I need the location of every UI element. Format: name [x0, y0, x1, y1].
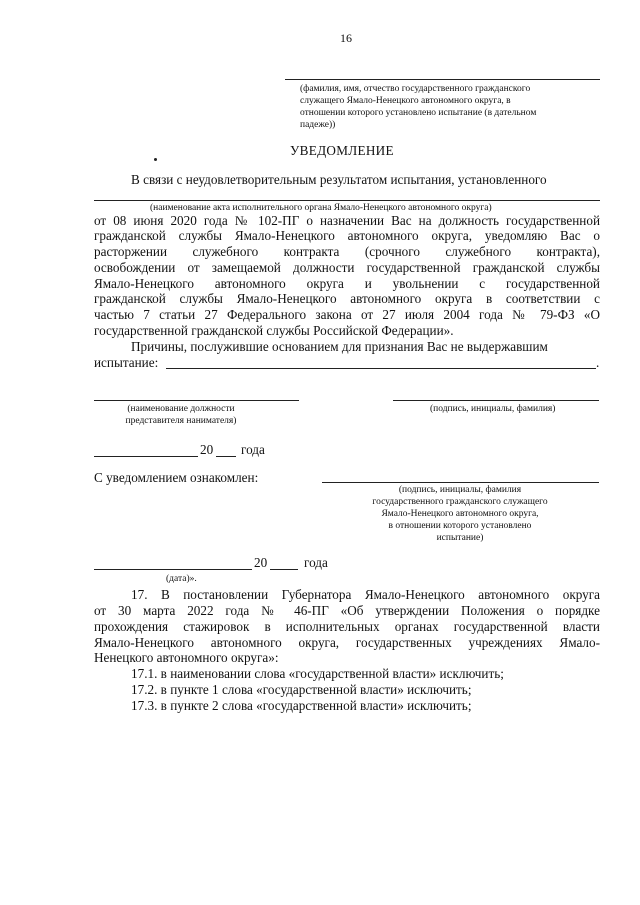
recipient-caption-line: отношении которого установлено испытание (в дательном — [300, 108, 537, 118]
signature-line — [393, 400, 599, 401]
date-day-line-1 — [94, 456, 198, 457]
date-caption: (дата)». — [166, 574, 197, 584]
main-paragraph-line: освобождении от замещаемой должности государственной гражданской службы — [94, 260, 600, 275]
intro-line: В связи с неудовлетворительным результатом испытания, установленного — [131, 172, 547, 187]
employee-caption-line: государственного гражданского служащего — [372, 497, 548, 507]
reasons-blank — [166, 368, 596, 369]
amendment-line: 17. В постановлении Губернатора Ямало-Ненецкого автономного округа — [131, 587, 600, 602]
main-paragraph-line: расторжении служебного контракта (срочного служебного контракта), — [94, 244, 600, 259]
date-year-2: 20 — [254, 555, 268, 570]
position-line — [94, 400, 299, 401]
position-caption-line: (наименование должности — [127, 404, 235, 414]
reasons-label: испытание: — [94, 355, 159, 370]
position-caption-line: представителя нанимателя) — [125, 416, 237, 426]
employee-signature-line — [322, 482, 599, 483]
date-day-line-2 — [94, 569, 252, 570]
recipient-caption — [300, 83, 536, 131]
recipient-caption-line: падеже)) — [300, 120, 336, 130]
main-paragraph-line: частью 7 статьи 27 Федерального закона от 27 июля 2004 года № 79-ФЗ «О — [94, 307, 600, 322]
act-caption: (наименование акта исполнительного органа Ямало-Ненецкого автономного округа) — [150, 203, 492, 213]
employee-caption-line: Ямало-Ненецкого автономного округа, — [381, 509, 539, 519]
date-word-2: года — [304, 555, 328, 570]
recipient-caption-line: (фамилия, имя, отчество государственного гражданского — [300, 84, 531, 94]
reasons-line: Причины, послужившие основанием для признания Вас не выдержавшим — [131, 339, 548, 354]
amendment-item: 17.3. в пункте 2 слова «государственной власти» исключить; — [131, 698, 472, 713]
amendment-line: Ямало-Ненецкого автономного округа, государственных учреждениях Ямало- — [94, 635, 600, 650]
acknowledged-label: С уведомлением ознакомлен: — [94, 470, 259, 485]
recipient-line — [285, 79, 600, 80]
page-number: 16 — [340, 31, 352, 45]
position-caption — [106, 403, 256, 427]
amendment-line: от 30 марта 2022 года № 46-ПГ «Об утверждении Положения о порядке — [94, 603, 600, 618]
bullet-mark — [154, 158, 157, 161]
recipient-caption-line: служащего Ямало-Ненецкого автономного округа, в — [300, 96, 511, 106]
main-paragraph-line: Ямало-Ненецкого автономного округа и увольнении с государственной — [94, 276, 600, 291]
amendment-line: Ненецкого автономного округа»: — [94, 650, 279, 665]
amendment-item: 17.2. в пункте 1 слова «государственной власти» исключить; — [131, 682, 472, 697]
reasons-period: . — [596, 355, 600, 370]
employee-caption-line: в отношении которого установлено — [388, 521, 532, 531]
document-title: УВЕДОМЛЕНИЕ — [290, 143, 394, 158]
amendment-item: 17.1. в наименовании слова «государственной власти» исключить; — [131, 666, 504, 681]
employee-signature-caption — [340, 484, 580, 544]
act-name-line — [94, 200, 600, 201]
main-paragraph-line: гражданской службы Ямало-Ненецкого автономного округа в соответствии с — [94, 291, 600, 306]
date-word-1: года — [241, 442, 265, 457]
date-year-line-2 — [270, 569, 298, 570]
amendment-line: прохождения стажировок в исполнительных органах государственной власти — [94, 619, 600, 634]
date-year-line-1 — [216, 456, 236, 457]
main-paragraph-line: государственной гражданской службы Российской Федерации». — [94, 323, 454, 338]
date-year-1: 20 — [200, 442, 214, 457]
main-paragraph-line: гражданской службы Ямало-Ненецкого автономного округа, уведомляю Вас о — [94, 228, 600, 243]
signature-caption: (подпись, инициалы, фамилия) — [430, 404, 556, 414]
employee-caption-line: (подпись, инициалы, фамилия — [398, 485, 522, 495]
employee-caption-line: испытание) — [436, 533, 484, 543]
main-paragraph-line: от 08 июня 2020 года № 102-ПГ о назначении Вас на должность государственной — [94, 213, 600, 228]
